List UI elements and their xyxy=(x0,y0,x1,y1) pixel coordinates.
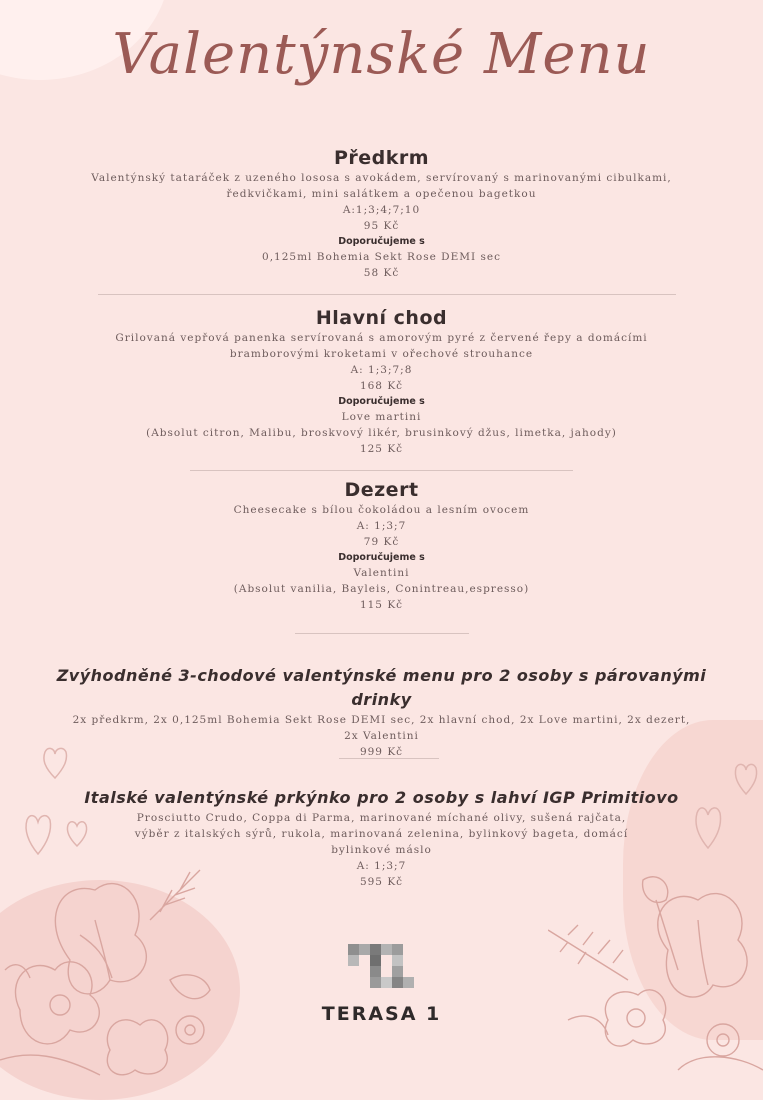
dessert-drink-price: 115 Kč xyxy=(359,599,404,611)
board-allergens: A: 1;3;7 xyxy=(356,860,407,872)
heart-icon xyxy=(732,758,760,798)
starter-heading: Předkrm xyxy=(333,147,430,169)
main-price: 168 Kč xyxy=(359,380,404,392)
starter-line: Valentýnský tataráček z uzeného lososa s avokádem, servírovaný s marinovanými cibulkami, xyxy=(91,172,672,184)
page-title: Valentýnské Menu xyxy=(112,22,651,87)
combo-heading: Zvýhodněné 3-chodové valentýnské menu pro 2 osoby s párovanými drinky xyxy=(56,666,707,709)
dessert-allergens: A: 1;3;7 xyxy=(356,520,407,532)
dessert-line: Cheesecake s bílou čokoládou a lesním ovocem xyxy=(233,504,530,516)
starter-allergens: A:1;3;4;7;10 xyxy=(342,204,421,216)
combo-line: 2x Valentini xyxy=(344,730,419,742)
combo-section xyxy=(40,664,723,760)
starter-drink: 0,125ml Bohemia Sekt Rose DEMI sec xyxy=(262,251,501,263)
dessert-recommend-label: Doporučujeme s xyxy=(338,552,425,563)
main-allergens: A: 1;3;7;8 xyxy=(350,364,413,376)
divider xyxy=(190,470,573,471)
divider xyxy=(339,758,439,759)
main-heading: Hlavní chod xyxy=(315,307,448,329)
dessert-drink: Valentini xyxy=(353,567,410,579)
dessert-price: 79 Kč xyxy=(363,536,400,548)
main-line: bramborovými kroketami v ořechové strouhance xyxy=(229,348,534,360)
brand-name: TERASA 1 xyxy=(321,1003,442,1025)
starter-price: 95 Kč xyxy=(363,220,400,232)
main-recommend-label: Doporučujeme s xyxy=(338,396,425,407)
board-line: bylinkové máslo xyxy=(331,844,432,856)
dessert-section xyxy=(60,478,703,613)
board-price: 595 Kč xyxy=(359,876,404,888)
dessert-heading: Dezert xyxy=(344,479,419,501)
main-drink: Love martini xyxy=(341,411,422,423)
starter-drink-price: 58 Kč xyxy=(363,267,400,279)
divider xyxy=(98,294,676,295)
logo-mark-icon xyxy=(348,944,414,990)
board-line: Prosciutto Crudo, Coppa di Parma, marinované míchané olivy, sušená rajčata, xyxy=(136,812,627,824)
board-heading: Italské valentýnské prkýnko pro 2 osoby s lahví IGP Primitiovo xyxy=(84,788,679,807)
board-line: výběr z italských sýrů, rukola, marinovaná zelenina, bylinkový bageta, domácí xyxy=(134,828,629,840)
heart-icon xyxy=(40,742,70,782)
flower-illustration-icon xyxy=(0,860,240,1080)
heart-icon xyxy=(22,808,54,858)
flower-illustration-icon xyxy=(548,870,763,1080)
main-section xyxy=(60,306,703,457)
divider xyxy=(295,633,469,634)
starter-section xyxy=(60,146,703,281)
dessert-drink-desc: (Absolut vanilia, Bayleis, Conintreau,espresso) xyxy=(233,583,530,595)
heart-icon xyxy=(692,800,724,852)
combo-price: 999 Kč xyxy=(359,746,404,758)
starter-recommend-label: Doporučujeme s xyxy=(338,236,425,247)
main-line: Grilovaná vepřová panenka servírovaná s amorovým pyré z červené řepy a domácími xyxy=(115,332,648,344)
main-drink-desc: (Absolut citron, Malibu, broskvový likér, brusinkový džus, limetka, jahody) xyxy=(146,427,617,439)
starter-line: ředkvičkami, mini salátkem a opečenou bagetkou xyxy=(226,188,537,200)
combo-line: 2x předkrm, 2x 0,125ml Bohemia Sekt Rose DEMI sec, 2x hlavní chod, 2x Love martini, 2x dezert, xyxy=(72,714,691,726)
heart-icon xyxy=(64,816,90,850)
main-drink-price: 125 Kč xyxy=(359,443,404,455)
